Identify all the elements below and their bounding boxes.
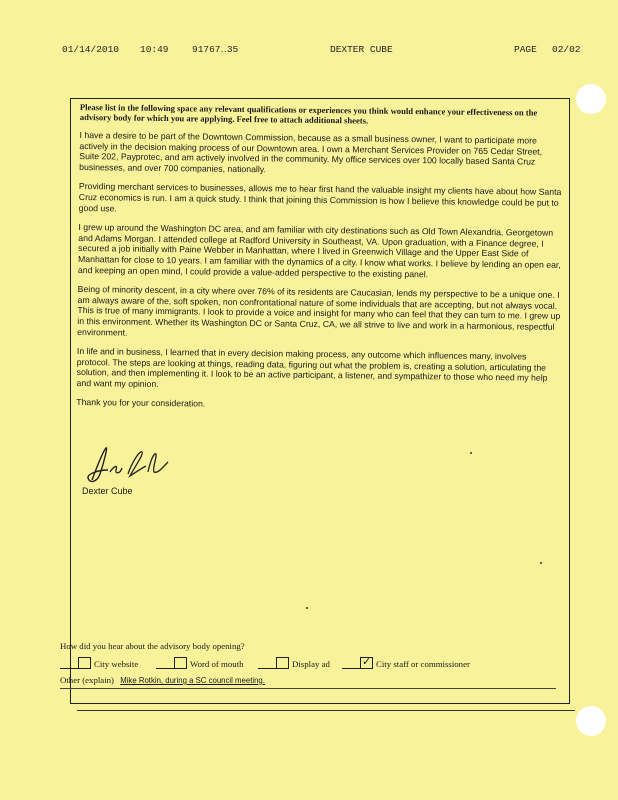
body-paragraph: Providing merchant services to businesses, allows me to hear first hand the valuable insight my clients have about how Santa Cruz economics is run. I am a quick study. I think that joining this Commission is how I believe this knowledge could be put to good use.: [78, 181, 562, 214]
option-display-ad[interactable]: [258, 657, 330, 671]
form-box-underline: [77, 710, 575, 712]
signer-name: Dexter Cube: [82, 486, 133, 496]
paper-speck: [470, 452, 472, 454]
signature: [84, 444, 174, 486]
other-rule: [60, 688, 556, 689]
fax-date: 01/14/2010: [62, 44, 120, 55]
qualifications-section: [76, 102, 564, 414]
checkbox-city-website[interactable]: [78, 657, 91, 669]
option-city-website[interactable]: [60, 657, 138, 671]
other-explain: [60, 675, 560, 685]
closing-line: Thank you for your consideration.: [76, 397, 206, 410]
fax-page-label: PAGE: [514, 44, 537, 55]
referral-question: How did you hear about the advisory body opening?: [60, 641, 245, 651]
other-answer[interactable]: Mike Rotkin, during a SC council meeting.: [120, 676, 265, 685]
paper-speck: [540, 562, 542, 564]
punch-hole-top: [576, 84, 606, 114]
option-city-staff[interactable]: [342, 657, 470, 671]
body-paragraph: In life and in business, I learned that in every decision making process, any outcome which influences many, involves protocol. The steps are looking at things, reading data, figuring out what the problem is, creating a solution, articulating the solution, and then implementing it. I look to be an active participant, a listener, and sympathizer to those who need my help and want my opinion.: [76, 346, 548, 389]
option-label: Display ad: [292, 659, 330, 669]
other-label: Other (explain): [60, 675, 114, 685]
fax-phone: 91767‥35: [192, 44, 239, 55]
fax-page-number: 02/02: [552, 44, 581, 55]
check-mark-icon: ✓: [362, 656, 372, 668]
fax-header: [62, 44, 582, 58]
option-label: Word of mouth: [190, 659, 244, 669]
qualifications-prompt: Please list in the following space any relevant qualifications or experiences you think would enhance your effectiveness on the advisory body for which you are applying. Feel free to attach additional sheets.: [79, 102, 538, 126]
option-label: City website: [94, 659, 139, 669]
checkbox-display-ad[interactable]: [276, 657, 289, 669]
body-paragraph: Being of minority descent, in a city where over 76% of its residents are Caucasian, lends my perspective to be a unique one. I am always aware of the, soft spoken, non confrontational nature of some individuals that are accepting, but not always vocal. This is true of many immigrants. I look to provide a voice and insight for many who can feel that they can turn to me. I grew up in this environment. Whether its Washington DC or Santa Cruz, CA, we all strive to live and work in a harmonious, respectful environment.: [77, 284, 561, 338]
checkbox-city-staff[interactable]: [360, 657, 373, 669]
body-paragraph: I grew up around the Washington DC area, and am familiar with city destinations such as Old Town Alexandria, Georgetown and Adams Morgan. I attended college at Radford University in Southeast, VA. Upon graduation, with a Finance degree, I secured a job initially with Paine Webber in Manhattan, where I lived in Greenwich Village and the Upper East Side of Manhattan for close to 10 years. I am familiar with the dynamics of a city. I know what works. I believe by lending an open ear, and keeping an open mind, I could provide a value-added perspective to the existing panel.: [77, 222, 561, 279]
fax-sender: DEXTER CUBE: [330, 44, 393, 55]
paper-speck: [306, 607, 308, 609]
option-word-of-mouth[interactable]: [156, 657, 244, 671]
option-label: City staff or commissioner: [376, 659, 470, 669]
punch-hole-bottom: [576, 706, 606, 736]
body-paragraph: I have a desire to be part of the Downtown Commission, because as a small business owner, I want to participate more actively in the decision making process of our Downtown area. I own a Merchant Services Provider on 765 Cedar Street, Suite 202, Payprotec, and am actively involved in the community. My office services over 100 locally based Santa Cruz businesses, and over 700 companies, nationally.: [79, 129, 543, 175]
checkbox-word-of-mouth[interactable]: [174, 657, 187, 669]
fax-time: 10:49: [140, 44, 169, 55]
